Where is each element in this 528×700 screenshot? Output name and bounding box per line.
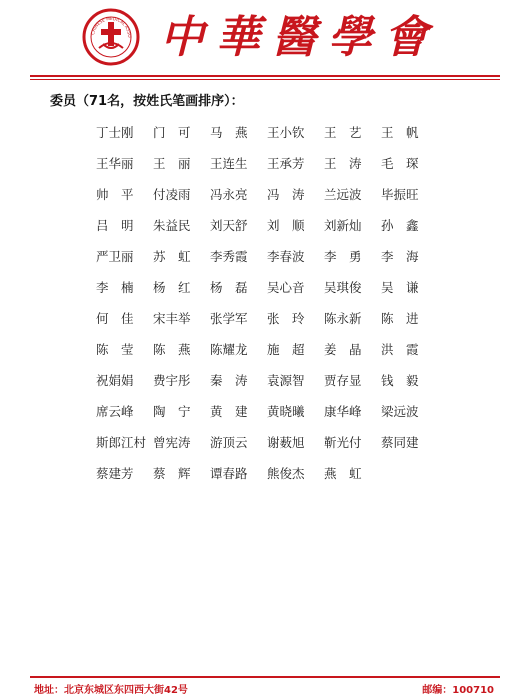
- member-name: 严卫丽: [96, 248, 134, 264]
- brand-char-2: 華: [216, 12, 262, 63]
- member-name: 李 楠: [96, 279, 134, 295]
- member-name: 李 海: [381, 248, 419, 264]
- footer-address: 地址：北京东城区东四西大街42号: [34, 685, 188, 696]
- member-name: 兰远波: [324, 186, 362, 202]
- member-name: 孙 鑫: [381, 217, 419, 233]
- member-name: 靳光付: [324, 434, 362, 450]
- member-name: 黄晓曦: [267, 403, 305, 419]
- member-name: 杨 红: [153, 279, 191, 295]
- member-name: 李春波: [267, 248, 305, 264]
- member-name: 姜 晶: [324, 341, 362, 357]
- member-name: 燕 虹: [324, 465, 362, 481]
- brand-char-4: 學: [328, 12, 374, 63]
- header-divider-thin: [30, 79, 500, 80]
- member-name: 吴心音: [267, 279, 305, 295]
- member-name: 洪 霞: [381, 341, 419, 357]
- member-name: 梁远波: [381, 403, 419, 419]
- member-name: 帅 平: [96, 186, 134, 202]
- member-name: 斯郎江村: [96, 434, 147, 450]
- member-name: 王承芳: [267, 155, 305, 171]
- member-name: 毕振旺: [381, 186, 419, 202]
- member-name: 冯 涛: [267, 186, 305, 202]
- section-title: 委员（71名，按姓氏笔画排序）：: [50, 94, 244, 109]
- member-name: 马 燕: [210, 124, 248, 140]
- member-name: 吴琪俊: [324, 279, 362, 295]
- member-name: 王华丽: [96, 155, 134, 171]
- member-name: 吴 谦: [381, 279, 419, 295]
- member-name: 陈永新: [324, 310, 362, 326]
- member-name: 李 勇: [324, 248, 362, 264]
- member-name: 陶 宁: [153, 403, 191, 419]
- member-name: 贾存显: [324, 372, 362, 388]
- logo-ring-text: CHINESE MEDICAL ASSO: [90, 15, 133, 38]
- member-name: 苏 虹: [153, 248, 191, 264]
- brand-char-5: 會: [384, 12, 430, 63]
- member-name: 王 帆: [381, 124, 419, 140]
- member-name: 袁源智: [267, 372, 305, 388]
- member-name: 陈 莹: [96, 341, 134, 357]
- member-name: 刘天舒: [210, 217, 248, 233]
- member-name: 吕 明: [96, 217, 134, 233]
- member-name: 陈 进: [381, 310, 419, 326]
- member-name: 蔡建芳: [96, 465, 134, 481]
- member-name: 钱 毅: [381, 372, 419, 388]
- member-name: 黄 建: [210, 403, 248, 419]
- member-name: 付凌雨: [153, 186, 191, 202]
- member-name: 张 玲: [267, 310, 305, 326]
- member-name: 王 丽: [153, 155, 191, 171]
- member-name: 王连生: [210, 155, 248, 171]
- footer: [34, 681, 494, 697]
- member-name: 刘 顺: [267, 217, 305, 233]
- member-name: 曾宪涛: [153, 434, 191, 450]
- member-name: 何 佳: [96, 310, 134, 326]
- member-name: 费宇彤: [153, 372, 191, 388]
- member-name: 丁士刚: [96, 124, 134, 140]
- member-name: 游顶云: [210, 434, 248, 450]
- member-name: 蔡同建: [381, 434, 419, 450]
- member-name: 王 艺: [324, 124, 362, 140]
- member-name: 蔡 辉: [153, 465, 191, 481]
- association-logo-icon: [82, 8, 140, 66]
- footer-divider: [30, 676, 500, 678]
- brand-char-3: 醫: [272, 12, 318, 63]
- member-name: 门 可: [153, 124, 191, 140]
- member-name: 朱益民: [153, 217, 191, 233]
- member-name: 王小钦: [267, 124, 305, 140]
- member-name: 谢薮旭: [267, 434, 305, 450]
- member-name: 冯永亮: [210, 186, 248, 202]
- member-name: 陈 燕: [153, 341, 191, 357]
- member-name: 熊俊杰: [267, 465, 305, 481]
- header-divider: [30, 75, 500, 77]
- member-name: 祝娟娟: [96, 372, 134, 388]
- member-name: 杨 磊: [210, 279, 248, 295]
- member-name-list: [96, 116, 438, 488]
- association-name: [160, 10, 430, 66]
- footer-zipcode: 邮编：100710: [422, 685, 494, 696]
- brand-char-1: 中: [160, 12, 206, 63]
- member-name: 秦 涛: [210, 372, 248, 388]
- member-name: 谭春路: [210, 465, 248, 481]
- member-name: 李秀霞: [210, 248, 248, 264]
- member-name: 宋丰举: [153, 310, 191, 326]
- member-name: 康华峰: [324, 403, 362, 419]
- member-name: 席云峰: [96, 403, 134, 419]
- member-name: 施 超: [267, 341, 305, 357]
- member-name: 毛 琛: [381, 155, 419, 171]
- member-name: 陈耀龙: [210, 341, 248, 357]
- member-name: 刘新灿: [324, 217, 362, 233]
- member-name: 张学军: [210, 310, 248, 326]
- letterhead: [0, 0, 528, 80]
- member-name: 王 涛: [324, 155, 362, 171]
